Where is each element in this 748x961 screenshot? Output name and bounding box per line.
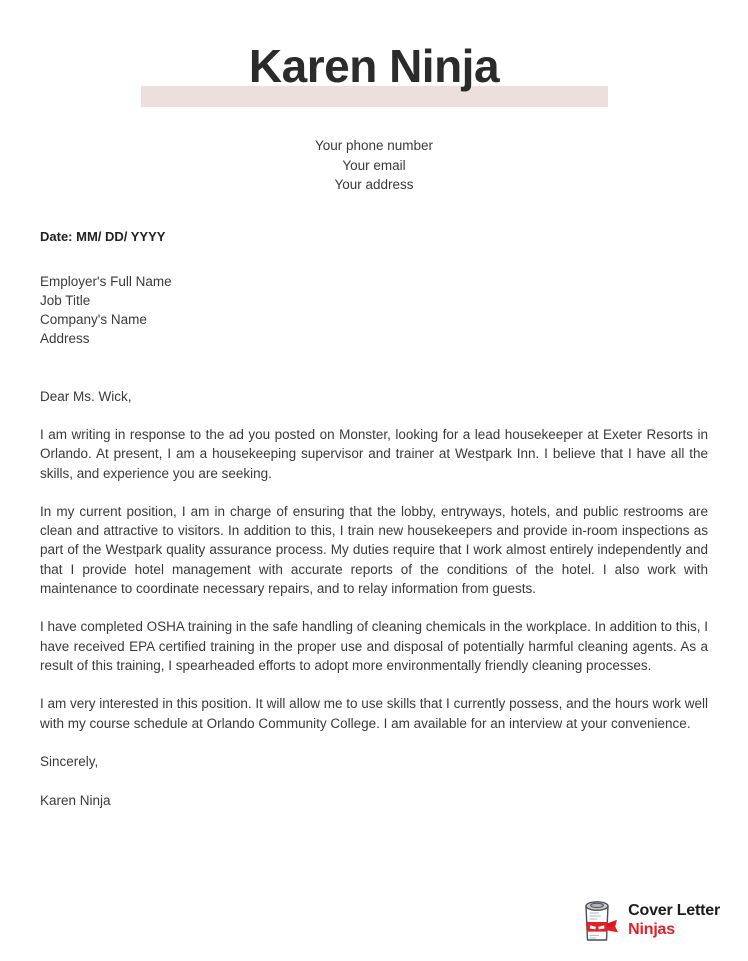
recipient-name: Employer's Full Name (40, 273, 172, 289)
date-line: Date: MM/ DD/ YYYY (40, 228, 166, 244)
contact-email: Your email (342, 157, 406, 173)
brand-line-ninjas: Ninjas (628, 920, 675, 938)
recipient-block (40, 272, 708, 349)
body-paragraph-1: I am writing in response to the ad you posted on Monster, looking for a lead housekeeper at Exeter Resorts in Orlando. At present, I am a housekeeping supervisor and trainer at Westpark Inn. I believe that I have all the skills, and experience you are seeking. (40, 426, 708, 481)
contact-block (0, 136, 748, 195)
letter-header (0, 0, 748, 195)
body-paragraph-3: I have completed OSHA training in the safe handling of cleaning chemicals in the workplace. In addition to this, I have received EPA certified training in the proper use and disposal of potentially harmful cleaning agents. As a result of this training, I spearheaded efforts to adopt more environmentally friendly cleaning processes. (40, 619, 708, 673)
recipient-job-title: Job Title (40, 292, 91, 308)
contact-address: Your address (334, 177, 414, 192)
signature-name: Karen Ninja (40, 793, 111, 809)
brand-logo[interactable] (575, 897, 720, 943)
ninja-scroll-icon (575, 897, 619, 943)
contact-phone: Your phone number (314, 138, 434, 153)
body-paragraph-2: In my current position, I am in charge of ensuring that the lobby, entryways, hotels, and public restrooms are clean and attractive to visitors. In addition to this, I train new housekeepers and provide in-room inspections as part of the Westpark quality assurance process. My duties require that I work almost entirely independently and that I provide hotel management with accurate reports of the conditions of the hotel. I also work with maintenance to coordinate necessary repairs, and to relay information from guests. (40, 503, 708, 597)
body-paragraph-4: I am very interested in this position. It will allow me to use skills that I currently possess, and the hours work well with my course schedule at Orlando Community College. I am available for an interview at your convenience. (40, 696, 708, 731)
recipient-address: Address (40, 331, 90, 347)
closing-line: Sincerely, (40, 753, 99, 769)
recipient-company: Company's Name (40, 312, 147, 328)
brand-line-cover-letter: Cover Letter (628, 901, 720, 919)
applicant-name-block (0, 38, 748, 108)
applicant-name: Karen Ninja (248, 40, 500, 92)
brand-wordmark (628, 903, 720, 938)
salutation: Dear Ms. Wick, (40, 388, 132, 404)
letter-body (40, 195, 708, 811)
